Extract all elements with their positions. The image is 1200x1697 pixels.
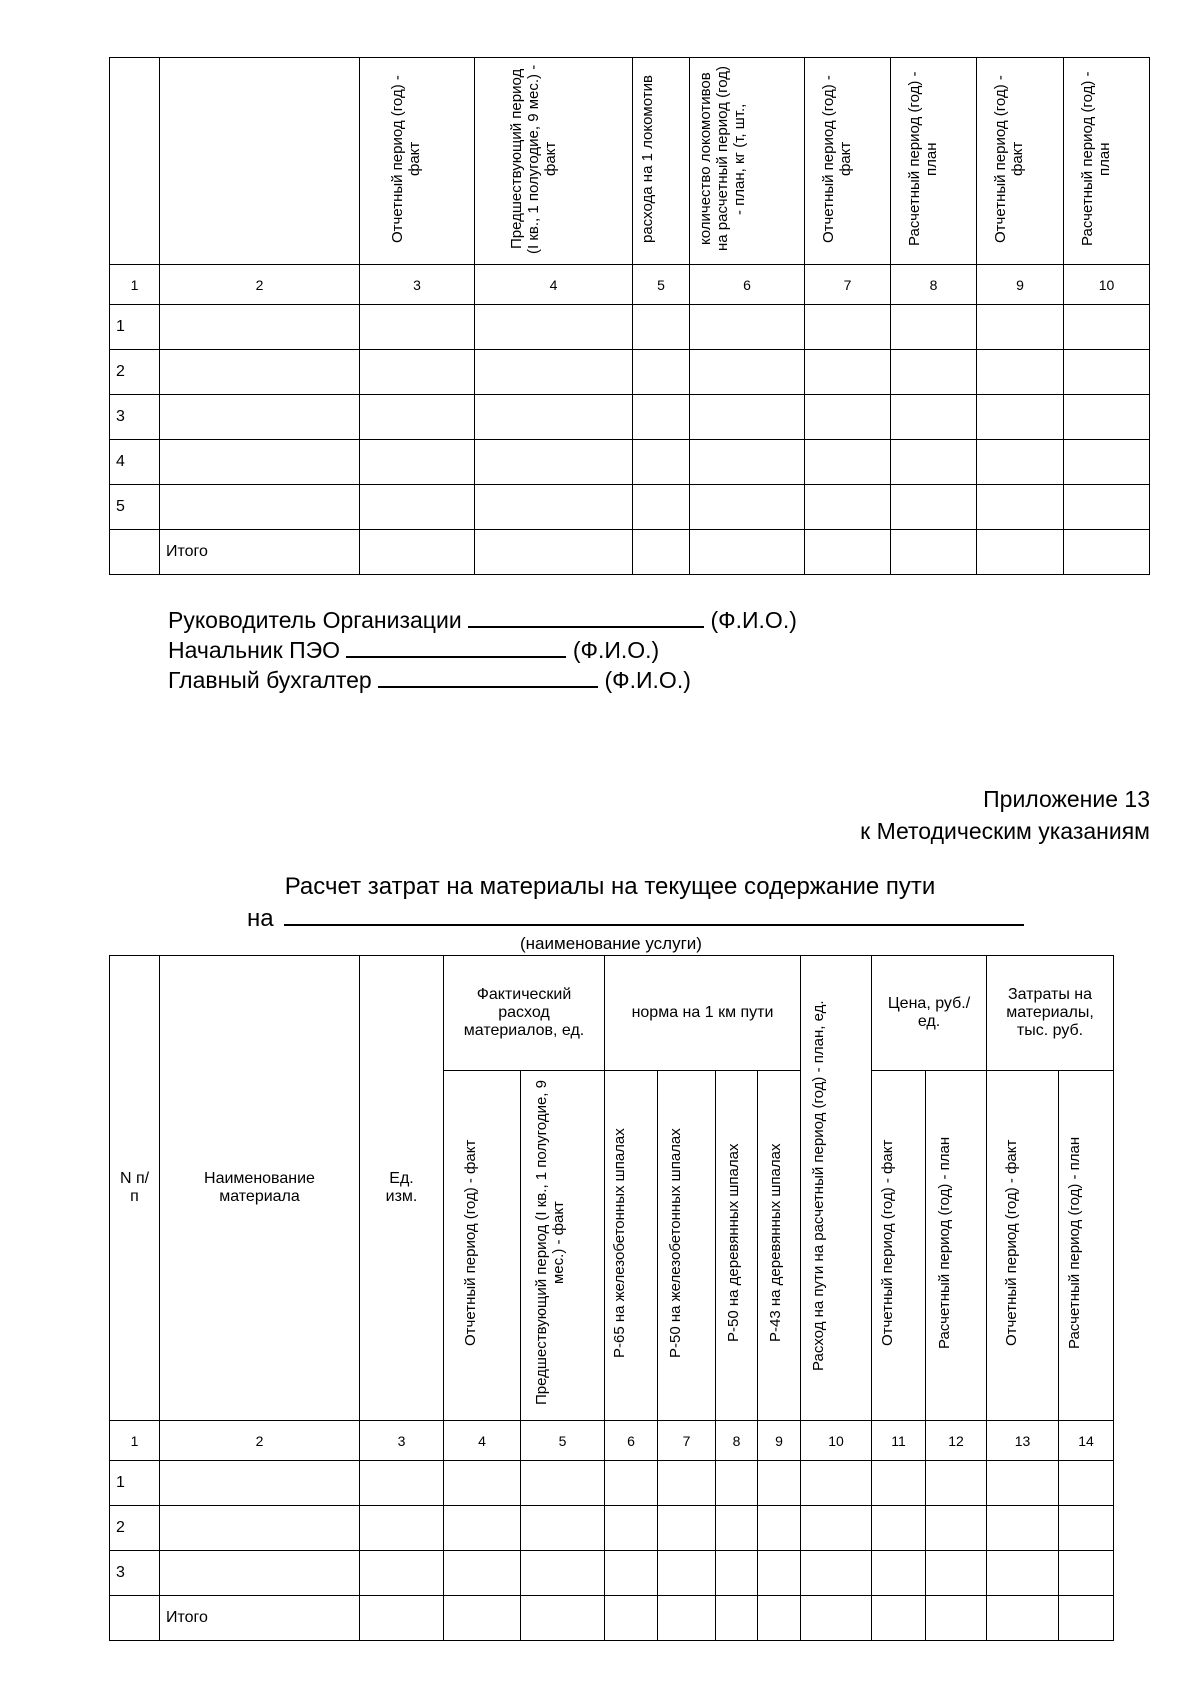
table-cell[interactable] — [360, 395, 475, 440]
table-cell[interactable] — [987, 1506, 1059, 1551]
table1-header-cell — [805, 58, 891, 265]
table-cell[interactable] — [1064, 395, 1150, 440]
table-cell[interactable] — [805, 485, 891, 530]
subheader-text: Отчетный период (год) - факт — [1002, 1139, 1020, 1347]
row-number: 1 — [110, 1461, 160, 1506]
table-cell[interactable] — [891, 485, 977, 530]
table-row — [110, 440, 1150, 485]
subheader-text: Р-50 на железобетонных шпалах — [666, 1128, 684, 1358]
signature-accountant-label: Главный бухгалтер — [168, 667, 372, 693]
table-total-row — [110, 1596, 1114, 1641]
table-cell[interactable] — [872, 1461, 926, 1506]
table-cell[interactable] — [160, 1506, 360, 1551]
row-number: 1 — [110, 305, 160, 350]
table-cell[interactable] — [926, 1461, 987, 1506]
table-cell[interactable] — [1059, 1551, 1114, 1596]
table-cell[interactable] — [658, 1506, 716, 1551]
table-cell[interactable] — [977, 350, 1064, 395]
table-cell[interactable] — [716, 1506, 758, 1551]
table-cell[interactable] — [758, 1596, 801, 1641]
appendix-heading — [860, 783, 1150, 847]
column-number: 12 — [926, 1421, 987, 1461]
column-number: 11 — [872, 1421, 926, 1461]
table-cell[interactable] — [633, 485, 690, 530]
table-row — [110, 485, 1150, 530]
table-cell[interactable] — [360, 1461, 444, 1506]
table-cell[interactable] — [690, 350, 805, 395]
column-number: 13 — [987, 1421, 1059, 1461]
table-cell[interactable] — [977, 485, 1064, 530]
table-cell[interactable] — [987, 1461, 1059, 1506]
table-cell[interactable] — [475, 395, 633, 440]
table-cell[interactable] — [690, 485, 805, 530]
table-cell[interactable] — [977, 305, 1064, 350]
table-cell[interactable] — [475, 440, 633, 485]
table-cell[interactable] — [891, 350, 977, 395]
signature-line[interactable] — [468, 602, 704, 628]
table-cell[interactable] — [872, 1551, 926, 1596]
table1-header-cell — [633, 58, 690, 265]
header-group-fact — [444, 956, 605, 1071]
column-number: 4 — [444, 1421, 521, 1461]
table-cell[interactable] — [1064, 440, 1150, 485]
table-cell[interactable] — [160, 305, 360, 350]
table-cell[interactable] — [521, 1551, 605, 1596]
table-cell[interactable] — [926, 1506, 987, 1551]
table-cell[interactable] — [1064, 350, 1150, 395]
table-cell[interactable] — [758, 1506, 801, 1551]
signature-pe-label: Начальник ПЭО — [168, 637, 341, 663]
table1-header-cell — [475, 58, 633, 265]
column-number: 10 — [801, 1421, 872, 1461]
table-cell[interactable] — [160, 440, 360, 485]
table-cell[interactable] — [633, 530, 690, 575]
table-cell[interactable] — [1059, 1506, 1114, 1551]
table-cell[interactable] — [605, 1461, 658, 1506]
table-cell[interactable] — [891, 440, 977, 485]
table-cell[interactable] — [690, 530, 805, 575]
signature-pe — [168, 632, 659, 665]
table-cell[interactable] — [805, 395, 891, 440]
subheader-cell — [758, 1071, 801, 1421]
table-cell[interactable] — [360, 1551, 444, 1596]
header-group-costs-text: Затраты на материалы, тыс. руб. — [1006, 986, 1094, 1039]
table-cell[interactable] — [444, 1461, 521, 1506]
column-number: 6 — [605, 1421, 658, 1461]
table1-header-text: Предшествующий период (I кв., 1 полугодие, 9 мес.) - факт — [507, 63, 559, 254]
row-number: 2 — [110, 350, 160, 395]
table-cell[interactable] — [658, 1551, 716, 1596]
table-cell[interactable] — [521, 1461, 605, 1506]
header-group-price — [872, 956, 987, 1071]
table1-header-cell — [1064, 58, 1150, 265]
table-cell[interactable] — [690, 440, 805, 485]
row-number: 5 — [110, 485, 160, 530]
header-group-fact-text: Фактический расход материалов, ед. — [463, 986, 585, 1039]
table-cell[interactable] — [977, 530, 1064, 575]
table-cell[interactable] — [633, 350, 690, 395]
table-cell[interactable] — [658, 1461, 716, 1506]
table1-header-cell — [360, 58, 475, 265]
service-caption: (наименование услуги) — [520, 934, 702, 953]
signature-accountant — [168, 662, 691, 695]
table-locomotive-costs — [109, 57, 1150, 575]
header-group-norm: норма на 1 км пути — [605, 956, 801, 1071]
table-cell[interactable] — [360, 305, 475, 350]
column-number: 6 — [690, 265, 805, 305]
signature-head — [168, 602, 797, 635]
table-row — [110, 1551, 1114, 1596]
column-number: 2 — [160, 1421, 360, 1461]
table1-header-text: Расчетный период (год) - план — [905, 71, 940, 246]
table2-colnum-row — [110, 1421, 1114, 1461]
header-unit — [360, 956, 444, 1421]
table-cell[interactable] — [160, 350, 360, 395]
table1-header-cell — [110, 58, 160, 265]
appendix-line2: к Методическим указаниям — [860, 818, 1150, 844]
fio-label: (Ф.И.О.) — [710, 607, 797, 633]
table-cell[interactable] — [801, 1461, 872, 1506]
table1-header-cell — [690, 58, 805, 265]
fio-label: (Ф.И.О.) — [604, 667, 691, 693]
row-number: 4 — [110, 440, 160, 485]
column-number: 14 — [1059, 1421, 1114, 1461]
column-number: 3 — [360, 1421, 444, 1461]
table-cell[interactable] — [633, 440, 690, 485]
column-number: 1 — [110, 1421, 160, 1461]
table-cell[interactable] — [801, 1506, 872, 1551]
table-cell[interactable] — [977, 440, 1064, 485]
table-cell[interactable] — [758, 1461, 801, 1506]
row-number: 3 — [110, 1551, 160, 1596]
column-number: 4 — [475, 265, 633, 305]
column-number: 8 — [716, 1421, 758, 1461]
table-cell[interactable] — [716, 1551, 758, 1596]
subheader-text: Отчетный период (год) - факт — [462, 1139, 479, 1347]
subheader-text: Р-65 на железобетонных шпалах — [611, 1128, 628, 1358]
table-row — [110, 1461, 1114, 1506]
table-cell[interactable] — [475, 305, 633, 350]
total-label: Итого — [160, 1596, 360, 1641]
table-cell[interactable] — [475, 485, 633, 530]
column-number: 7 — [805, 265, 891, 305]
table-cell[interactable] — [891, 395, 977, 440]
table-cell[interactable] — [360, 530, 475, 575]
row-number: 3 — [110, 395, 160, 440]
signature-head-label: Руководитель Организации — [168, 607, 462, 633]
column-number: 3 — [360, 265, 475, 305]
service-name-field[interactable] — [284, 902, 1024, 926]
table-row — [110, 350, 1150, 395]
subheader-text: Р-43 на деревянных шпалах — [767, 1143, 784, 1343]
table-cell[interactable] — [360, 1506, 444, 1551]
table1-header-text: Отчетный период (год) - факт — [819, 74, 854, 243]
table-cell[interactable] — [1064, 305, 1150, 350]
table-cell[interactable] — [758, 1551, 801, 1596]
table-cell[interactable] — [160, 485, 360, 530]
table-cell[interactable] — [987, 1596, 1059, 1641]
table-cell[interactable] — [891, 305, 977, 350]
table-cell[interactable] — [1064, 485, 1150, 530]
table-total-row — [110, 530, 1150, 575]
row-number: 2 — [110, 1506, 160, 1551]
table-cell[interactable] — [1064, 530, 1150, 575]
table-cell[interactable] — [872, 1506, 926, 1551]
subheader-cell — [521, 1071, 605, 1421]
table-cell[interactable] — [521, 1596, 605, 1641]
table-row — [110, 1506, 1114, 1551]
table1-header-cell — [977, 58, 1064, 265]
column-number: 8 — [891, 265, 977, 305]
column-number: 5 — [521, 1421, 605, 1461]
table-cell[interactable] — [475, 530, 633, 575]
table-cell[interactable] — [475, 350, 633, 395]
subheader-text: Расчетный период (год) - план — [936, 1136, 953, 1350]
table-cell — [110, 530, 160, 575]
table-cell[interactable] — [444, 1506, 521, 1551]
table-cell[interactable] — [977, 395, 1064, 440]
subheader-cell — [926, 1071, 987, 1421]
signature-line[interactable] — [378, 662, 598, 688]
table-cell[interactable] — [521, 1506, 605, 1551]
signature-line[interactable] — [346, 632, 566, 658]
table-cell[interactable] — [801, 1551, 872, 1596]
table-cell[interactable] — [633, 305, 690, 350]
table1-colnum-row — [110, 265, 1150, 305]
table-cell[interactable] — [690, 305, 805, 350]
table-cell[interactable] — [716, 1596, 758, 1641]
table1-header-text: расхода на 1 локомотив — [639, 74, 656, 243]
table1-header-cell — [160, 58, 360, 265]
table1-header-row — [110, 58, 1150, 265]
table-cell[interactable] — [605, 1596, 658, 1641]
subheader-cell — [716, 1071, 758, 1421]
header-group-costs — [987, 956, 1114, 1071]
table-cell[interactable] — [1059, 1596, 1114, 1641]
table-cell[interactable] — [872, 1596, 926, 1641]
table-material-costs — [109, 955, 1114, 1641]
table-cell[interactable] — [160, 1551, 360, 1596]
table-cell[interactable] — [160, 1461, 360, 1506]
fio-label: (Ф.И.О.) — [572, 637, 660, 663]
header-group-price-text: Цена, руб./ед. — [887, 995, 971, 1030]
appendix-line1: Приложение 13 — [983, 786, 1150, 812]
header-calc — [801, 956, 872, 1421]
column-number: 5 — [633, 265, 690, 305]
table-cell[interactable] — [891, 530, 977, 575]
subheader-cell — [658, 1071, 716, 1421]
table-row — [110, 305, 1150, 350]
table-cell[interactable] — [805, 350, 891, 395]
table-cell[interactable] — [658, 1596, 716, 1641]
subheader-cell — [987, 1071, 1059, 1421]
table2-header-row — [110, 956, 1114, 1071]
table-cell[interactable] — [360, 440, 475, 485]
subheader-text: Расчетный период (год) - план — [1066, 1136, 1083, 1350]
table-cell[interactable] — [605, 1551, 658, 1596]
table-cell[interactable] — [926, 1551, 987, 1596]
header-unit-text: Ед. изм. — [385, 1170, 418, 1205]
subheader-cell — [1059, 1071, 1114, 1421]
column-number: 9 — [758, 1421, 801, 1461]
subheader-text: Р-50 на деревянных шпалах — [724, 1143, 742, 1343]
page-title: Расчет затрат на материалы на текущее содержание пути — [284, 873, 936, 900]
header-name-text: Наименование материала — [204, 1170, 315, 1205]
table1-header-cell — [891, 58, 977, 265]
table-cell[interactable] — [160, 395, 360, 440]
column-number: 2 — [160, 265, 360, 305]
table-cell[interactable] — [444, 1596, 521, 1641]
title-service-line — [247, 902, 1024, 934]
subheader-cell — [444, 1071, 521, 1421]
subheader-cell — [605, 1071, 658, 1421]
header-calc-text: Расход на пути на расчетный период (год) - план, ед. — [810, 1000, 827, 1371]
table-cell[interactable] — [801, 1596, 872, 1641]
table-row — [110, 395, 1150, 440]
column-number: 7 — [658, 1421, 716, 1461]
table1-header-text: Отчетный период (год) - факт — [992, 74, 1026, 243]
table-cell[interactable] — [805, 440, 891, 485]
header-n-text: N п/п — [119, 1170, 150, 1205]
table-cell[interactable] — [805, 305, 891, 350]
table-cell[interactable] — [360, 350, 475, 395]
table-cell[interactable] — [360, 485, 475, 530]
table-cell[interactable] — [926, 1596, 987, 1641]
header-name — [160, 956, 360, 1421]
header-n — [110, 956, 160, 1421]
table-cell[interactable] — [444, 1551, 521, 1596]
table-cell[interactable] — [605, 1506, 658, 1551]
column-number: 10 — [1064, 265, 1150, 305]
table1-header-text: Отчетный период (год) - факт — [389, 74, 423, 243]
total-label: Итого — [160, 530, 360, 575]
table1-header-text: Расчетный период (год) - план — [1078, 71, 1113, 246]
table-cell[interactable] — [805, 530, 891, 575]
title-prefix: на — [247, 905, 274, 932]
subheader-text: Отчетный период (год) - факт — [878, 1139, 896, 1347]
table-cell[interactable] — [360, 1596, 444, 1641]
table-cell[interactable] — [1059, 1461, 1114, 1506]
table-cell[interactable] — [716, 1461, 758, 1506]
column-number: 9 — [977, 265, 1064, 305]
table-cell — [110, 1596, 160, 1641]
subheader-text: Предшествующий период (I кв., 1 полугодие, 9 мес.) - факт — [532, 1080, 567, 1406]
table1-header-text: количество локомотивов на расчетный период (год) - план, кг (т, шт., — [697, 66, 748, 251]
subheader-cell — [872, 1071, 926, 1421]
column-number: 1 — [110, 265, 160, 305]
table-cell[interactable] — [690, 395, 805, 440]
table-cell[interactable] — [633, 395, 690, 440]
table-cell[interactable] — [987, 1551, 1059, 1596]
